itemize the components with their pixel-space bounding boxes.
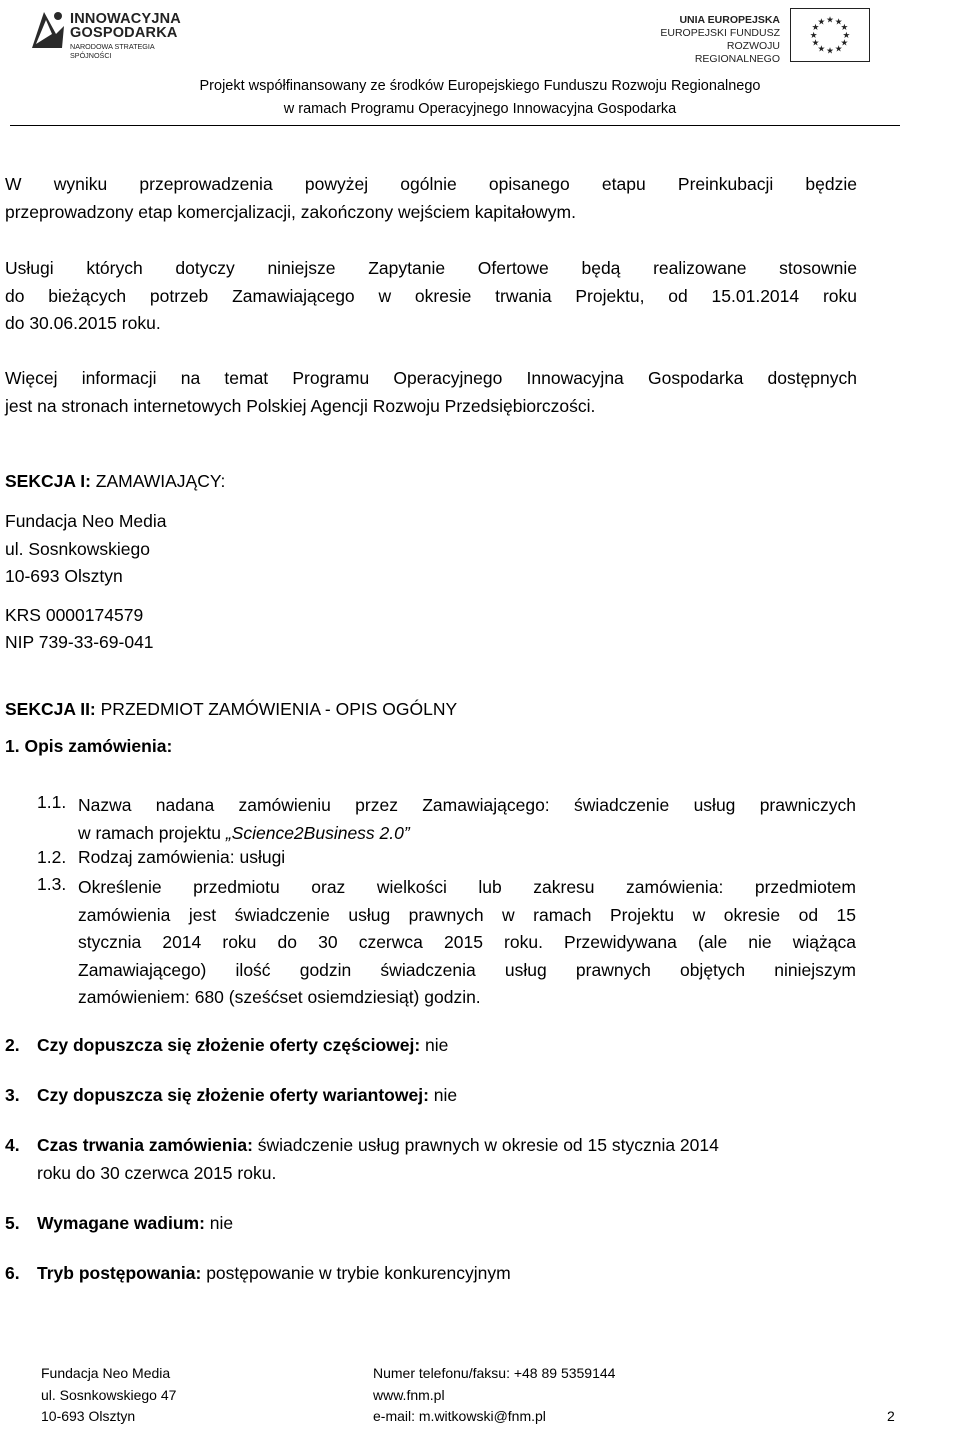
- svg-text:★: ★: [834, 44, 843, 55]
- footer-city: 10-693 Olsztyn: [41, 1408, 136, 1424]
- procedure-mode: [37, 1263, 511, 1284]
- intro-paragraph-2: [5, 255, 857, 338]
- eu-flag-icon: [790, 8, 870, 62]
- sub-item-1-1-number: 1.1.: [37, 792, 67, 812]
- logo-ig-line2: GOSPODARKA: [70, 25, 178, 41]
- variant-offer-question: [37, 1085, 457, 1106]
- required-deposit: [37, 1213, 233, 1234]
- item-3-number: 3.: [5, 1085, 20, 1105]
- paragraph-line: Usługi których dotyczy niniejsze Zapytanie Ofertowe będą realizowane stosownie: [5, 258, 857, 278]
- svg-text:★: ★: [834, 17, 843, 28]
- question-answer: nie: [420, 1035, 449, 1055]
- intro-paragraph-1: [5, 171, 857, 226]
- footer-street: ul. Sosnkowskiego 47: [41, 1386, 177, 1403]
- paragraph-line: przeprowadzony etap komercjalizacji, zakończony wejściem kapitałowym.: [5, 201, 576, 222]
- item-4-number: 4.: [5, 1135, 20, 1155]
- item-6-number: 6.: [5, 1263, 20, 1283]
- project-cofinancing-line1: Projekt współfinansowany ze środków Europejskiego Funduszu Rozwoju Regionalnego: [199, 78, 761, 94]
- page-number: 2: [887, 1408, 895, 1424]
- svg-text:★: ★: [826, 15, 834, 26]
- header-divider: [10, 125, 900, 126]
- sub-item-line: Zamawiającego) ilość godzin świadczenia usług prawnych objętych niniejszym: [78, 959, 856, 980]
- section-2-heading: [5, 699, 457, 720]
- eu-logo-line1: UNIA EUROPEJSKA: [679, 14, 780, 26]
- section-2-label: SEKCJA II:: [5, 699, 96, 719]
- innowacyjna-gospodarka-emblem-icon: [26, 4, 72, 52]
- svg-text:★: ★: [826, 46, 834, 57]
- sub-item-1-2: Rodzaj zamówienia: usługi: [78, 847, 286, 867]
- question-label: Tryb postępowania:: [37, 1263, 202, 1283]
- sub-item-line: zamówieniem: 680 (sześćset osiemdziesiąt) godzin.: [78, 987, 481, 1007]
- footer-contact: [373, 1363, 615, 1428]
- svg-text:★: ★: [842, 30, 851, 41]
- paragraph-line: jest na stronach internetowych Polskiej Agencji Rozwoju Przedsiębiorczości.: [5, 395, 596, 416]
- sub-item-text: w ramach projektu: [78, 822, 226, 843]
- svg-text:★: ★: [840, 38, 849, 49]
- section-1-title: ZAMAWIAJĄCY:: [90, 471, 226, 491]
- project-cofinancing-line2: w ramach Programu Operacyjnego Innowacyjna Gospodarka: [283, 101, 677, 117]
- order-duration: [37, 1135, 719, 1156]
- question-label: Czy dopuszcza się złożenie oferty wariantowej:: [37, 1085, 429, 1105]
- eu-logo-line3: ROZWOJU REGIONALNEGO: [694, 40, 780, 65]
- buyer-city: 10-693 Olsztyn: [5, 566, 123, 586]
- buyer-street: ul. Sosnkowskiego: [5, 539, 150, 559]
- paragraph-line: W wyniku przeprowadzenia powyżej ogólnie opisanego etapu Preinkubacji będzie: [5, 174, 857, 194]
- innowacyjna-gospodarka-logo: [26, 4, 196, 60]
- question-answer: nie: [428, 1085, 458, 1105]
- sub-item-1-2-number: 1.2.: [37, 847, 67, 867]
- logo-ig-line3: NARODOWA STRATEGIA SPÓJNOŚCI: [70, 42, 155, 60]
- buyer-nip: NIP 739-33-69-041: [5, 632, 154, 652]
- footer-phone: Numer telefonu/faksu: +48 89 5359144: [373, 1365, 616, 1381]
- svg-text:★: ★: [817, 44, 826, 55]
- section-1-heading: [5, 471, 225, 492]
- question-answer: nie: [204, 1213, 234, 1233]
- partial-offer-question: [37, 1035, 448, 1056]
- paragraph-line: Więcej informacji na temat Programu Operacyjnego Innowacyjna Gospodarka dostępnych: [5, 368, 857, 388]
- sub-item-line: Określenie przedmiotu oraz wielkości lub zakresu zamówienia: przedmiotem: [78, 877, 856, 897]
- sub-item-line: [78, 820, 856, 848]
- paragraph-line: do 30.06.2015 roku.: [5, 313, 161, 333]
- footer-org-name: Fundacja Neo Media: [41, 1365, 171, 1381]
- sub-item-1-1: [78, 792, 856, 847]
- question-label: Wymagane wadium:: [37, 1213, 205, 1233]
- question-answer: świadczenie usług prawnych w okresie od 15 stycznia 2014: [252, 1135, 719, 1155]
- project-name: „Science2Business 2.0”: [225, 822, 410, 843]
- buyer-name: Fundacja Neo Media: [5, 511, 167, 531]
- footer-address: [41, 1363, 176, 1428]
- buyer-krs: KRS 0000174579: [5, 605, 144, 625]
- eu-logo-line2: EUROPEJSKI FUNDUSZ: [660, 27, 780, 39]
- sub-item-1-3: [78, 874, 856, 1012]
- svg-text:★: ★: [817, 17, 826, 28]
- intro-paragraph-3: [5, 365, 857, 420]
- svg-text:★: ★: [811, 38, 820, 49]
- svg-text:★: ★: [809, 30, 818, 41]
- svg-text:★: ★: [840, 23, 849, 34]
- order-description-heading: 1. Opis zamówienia:: [5, 736, 173, 756]
- sub-item-1-3-number: 1.3.: [37, 874, 67, 894]
- footer-website-link[interactable]: www.fnm.pl: [373, 1386, 445, 1403]
- question-answer: postępowanie w trybie konkurencyjnym: [201, 1263, 511, 1283]
- item-2-number: 2.: [5, 1035, 20, 1055]
- section-1-label: SEKCJA I:: [5, 471, 91, 491]
- eu-logo: [645, 6, 870, 64]
- order-duration-line2: roku do 30 czerwca 2015 roku.: [37, 1163, 277, 1183]
- item-5-number: 5.: [5, 1213, 20, 1233]
- sub-item-line: stycznia 2014 roku do 30 czerwca 2015 roku. Przewidywana (ale nie wiążąca: [78, 932, 856, 952]
- paragraph-line: do bieżących potrzeb Zamawiającego w okresie trwania Projektu, od 15.01.2014 roku: [5, 285, 857, 306]
- sub-item-line: Nazwa nadana zamówieniu przez Zamawiającego: świadczenie usług prawniczych: [78, 795, 856, 815]
- footer-email-link[interactable]: e-mail: m.witkowski@fnm.pl: [373, 1408, 546, 1424]
- sub-item-line: zamówienia jest świadczenie usług prawnych w ramach Projektu w okresie od 15: [78, 904, 856, 925]
- svg-text:★: ★: [811, 23, 820, 34]
- question-label: Czas trwania zamówienia:: [37, 1135, 253, 1155]
- logo-ig-line1: INNOWACYJNA: [70, 11, 181, 27]
- section-2-title: PRZEDMIOT ZAMÓWIENIA - OPIS OGÓLNY: [95, 699, 458, 719]
- question-label: Czy dopuszcza się złożenie oferty częściowej:: [37, 1035, 421, 1055]
